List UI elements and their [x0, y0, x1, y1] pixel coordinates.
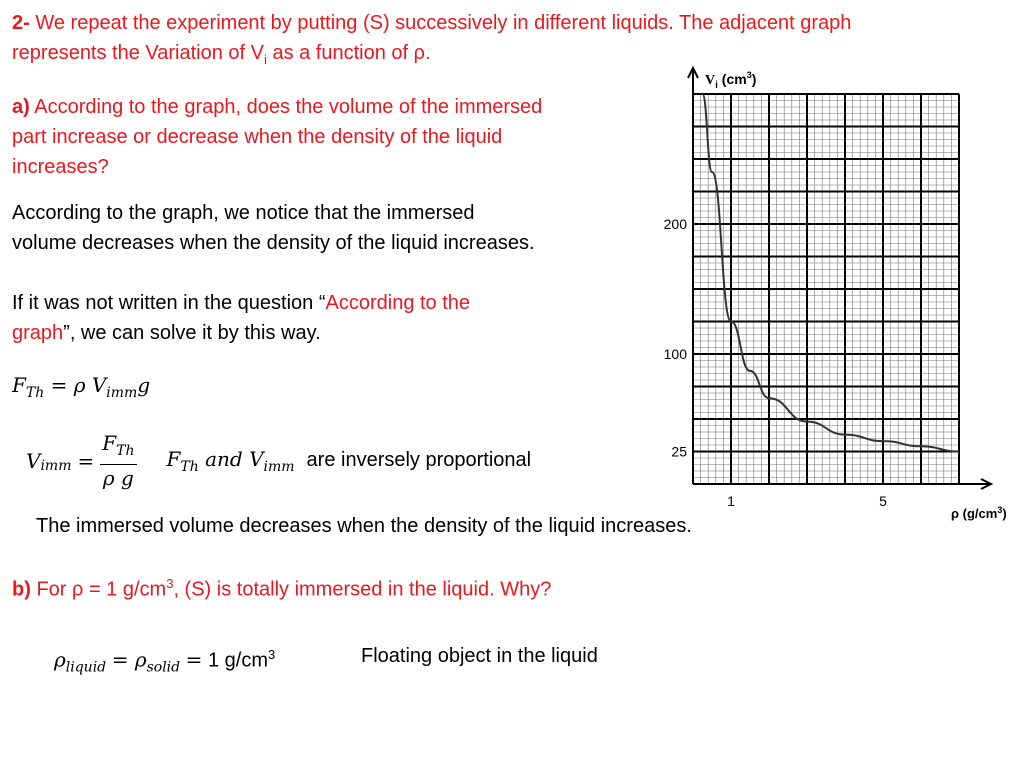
- y-tick-label: 100: [663, 346, 687, 362]
- question-2-line2: [12, 38, 431, 75]
- eq2-v-sub: imm: [40, 457, 72, 474]
- x-tick-label: 1: [727, 493, 735, 509]
- part-b-label: b): [12, 578, 31, 601]
- eq2-fraction: [100, 430, 136, 491]
- rel-f-sub: Th: [180, 458, 199, 475]
- part-b-question-sup: 3: [166, 576, 174, 591]
- eq2-denominator: ρ g: [102, 466, 134, 490]
- part-b-explanation: Floating object in the liquid: [361, 645, 598, 667]
- question-text-post: as a function of ρ.: [266, 42, 431, 64]
- y-tick-label: 200: [663, 216, 687, 232]
- eq1-rho-v: = ρ V: [50, 373, 107, 397]
- eq2-num-sub: Th: [116, 443, 135, 459]
- part-b-question-post: , (S) is totally immersed in the liquid. Why?: [173, 578, 552, 601]
- part-a-answer-line2: volume decreases when the density of the liquid increases.: [12, 232, 535, 254]
- question-2-line1: [12, 8, 851, 38]
- part-b-question-pre: For ρ = 1 g/cm: [36, 578, 167, 601]
- eq1-v-sub: imm: [106, 385, 138, 401]
- question-number: 2-: [12, 12, 30, 34]
- eq2-v: V: [26, 448, 41, 473]
- part-a-question-line3: increases?: [12, 156, 109, 178]
- part-a-question-line2: part increase or decrease when the density of the liquid: [12, 126, 503, 148]
- part-b-equation: [54, 640, 275, 683]
- eq-rho-liquid: ρ: [54, 647, 66, 672]
- eq2-relation: [167, 447, 295, 475]
- note-line2: [12, 318, 321, 348]
- x-axis-title: ρ $(g/cm^3)$: [951, 505, 1007, 521]
- equation-volume: [26, 430, 531, 491]
- equation-thrust: [12, 370, 150, 408]
- rel-and: and V: [198, 446, 264, 471]
- eq1-g: g: [137, 373, 151, 397]
- eq-value: 1 g/cm: [208, 649, 269, 672]
- eq-solid-sub: solid: [146, 659, 181, 676]
- eq1-f-sub: Th: [25, 385, 45, 401]
- eq2-num-f: F: [102, 431, 117, 455]
- part-a-label: a): [12, 96, 30, 118]
- note-highlight-2: graph: [12, 322, 64, 344]
- axes: [688, 68, 991, 489]
- eq2-equals: =: [77, 448, 95, 473]
- part-b-question: [12, 569, 551, 605]
- note-text-2: ”, we can solve it by this way.: [63, 322, 321, 344]
- part-a-question-line1: [12, 92, 542, 122]
- part-a-conclusion: The immersed volume decreases when the density of the liquid increases.: [36, 515, 692, 537]
- eq-equals: =: [185, 647, 203, 672]
- rel-f: F: [166, 446, 181, 471]
- x-tick-label: 5: [879, 493, 887, 509]
- y-axis-title: $V_i$ $(cm^3)$: [705, 70, 757, 91]
- note-highlight: According to the: [325, 292, 471, 314]
- eq-value-sup: 3: [268, 647, 276, 662]
- rel-v-sub: imm: [263, 458, 295, 475]
- eq-liquid-sub: liquid: [65, 659, 107, 676]
- eq2-numerator: [100, 430, 136, 465]
- note-text: If it was not written in the question “: [12, 292, 326, 314]
- question-text-sub: i: [264, 52, 267, 67]
- question-text: We repeat the experiment by putting (S) successively in different liquids. The adjacent graph: [35, 12, 852, 34]
- density-volume-chart: [655, 62, 1023, 524]
- note-line1: [12, 288, 470, 318]
- eq1-f: F: [12, 373, 26, 397]
- part-a-question-text: According to the graph, does the volume of the immersed: [34, 96, 543, 118]
- y-tick-label: 25: [671, 443, 687, 460]
- part-a-answer-line1: According to the graph, we notice that the immersed: [12, 202, 475, 224]
- question-text-pre: represents the Variation of V: [12, 42, 264, 64]
- eq-rho-solid: = ρ: [111, 647, 147, 672]
- eq2-relation-text: are inversely proportional: [306, 449, 532, 471]
